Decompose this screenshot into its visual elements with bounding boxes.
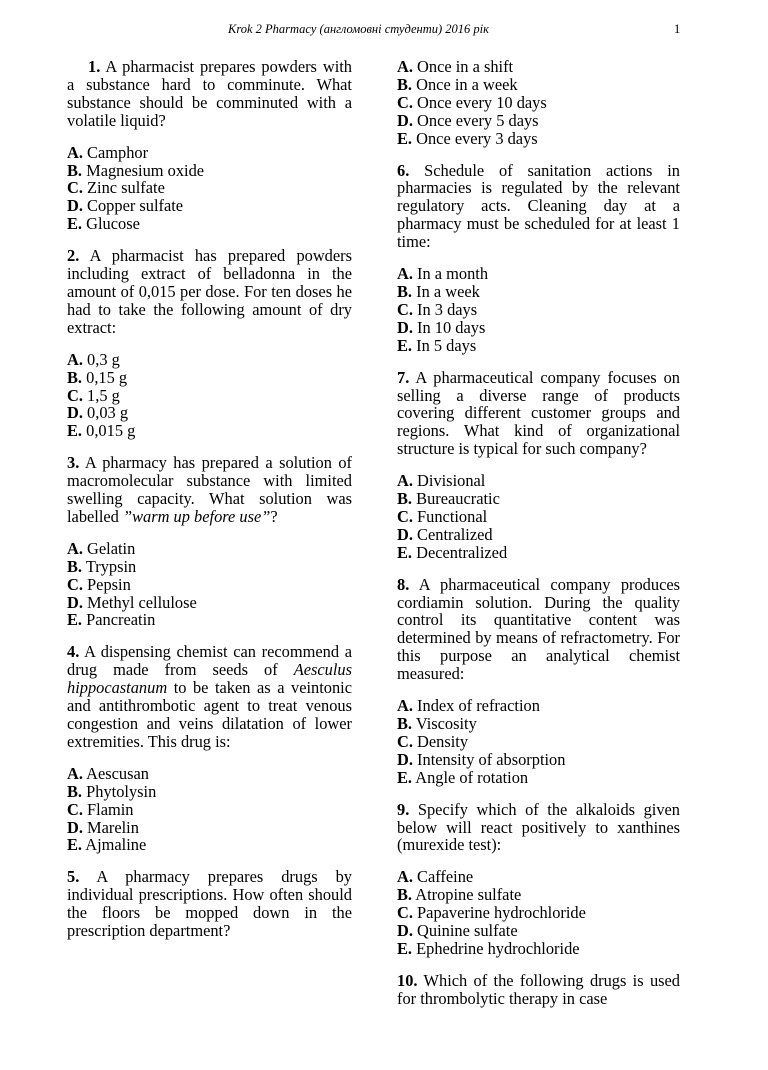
option: E. Once every 3 days [397,128,538,148]
option: C. Pepsin [67,574,131,594]
option: D. Methyl cellulose [67,592,197,612]
question-1 [67,58,352,130]
option: B. 0,15 g [67,367,128,387]
question-number: 10. [397,970,418,990]
option: E. Angle of rotation [397,767,529,787]
option: C. Density [397,731,469,751]
question-text: Which of the following drugs is used for thrombolytic therapy in case [397,970,680,1008]
option: A. Once in a shift [397,57,514,76]
options-q5 [397,58,680,148]
options-q6 [397,265,680,355]
question-text: Specify which of the alkaloids given below will react positively to xanthines (murexide test): [397,799,680,855]
option: E. Ephedrine hydrochloride [397,938,580,958]
header-title: Krok 2 Pharmacy (англомовні студенти) 2016 рік [228,22,489,36]
option: D. Once every 5 days [397,110,539,130]
option: B. Magnesium oxide [67,160,205,180]
question-2 [67,247,352,337]
italic-phrase: Aesculus hippocastanum [67,660,352,698]
option: D. Quinine sulfate [397,921,518,941]
question-number: 9. [397,799,410,819]
options-q1 [67,144,352,234]
option: D. In 10 days [397,317,486,337]
option: A. 0,3 g [67,349,120,369]
options-q8 [397,697,680,787]
options-q7 [397,472,680,562]
question-7 [397,369,680,459]
option: B. Phytolysin [67,781,157,801]
option: C. Functional [397,506,488,526]
question-number: 2. [67,246,80,266]
option: B. Viscosity [397,714,477,733]
question-number: 4. [67,642,80,662]
question-5 [67,868,352,940]
left-column [67,58,352,954]
question-text: A pharmacist prepares powders with a substance hard to comminute. What substance should be comminuted with a volatile liquid? [67,57,352,130]
question-number: 1. [88,57,101,76]
option: D. Marelin [67,817,139,837]
question-number: 3. [67,453,80,473]
question-number: 5. [67,867,80,887]
option: C. Flamin [67,799,134,819]
option: B. Bureaucratic [397,489,500,509]
option: C. 1,5 g [67,385,120,405]
option: D. Intensity of absorption [397,749,566,769]
option: B. Once in a week [397,74,518,94]
options-q3 [67,540,352,630]
question-text: A pharmacist has prepared powders including extract of belladonna in the amount of 0,015 per dose. For ten doses he had to take the following amount of dry extract: [67,246,352,337]
question-text: A pharmaceutical company focuses on selling a diverse range of products covering different customer groups and regions. What kind of organizational structure is typical for such company? [397,367,680,459]
question-number: 6. [397,160,410,180]
option: E. In 5 days [397,335,477,355]
options-q2 [67,351,352,441]
option: A. Aescusan [67,763,149,783]
italic-phrase: ”warm up before use” [123,506,271,526]
options-q9 [397,868,680,958]
question-6 [397,162,680,252]
option: B. Atropine sulfate [397,885,522,905]
option: A. In a month [397,264,489,284]
question-text: Schedule of sanitation actions in pharmacies is regulated by the relevant regulatory acts. Cleaning day at a pharmacy must be scheduled for at least 1 time: [397,160,680,252]
page-header [0,22,768,40]
option: C. In 3 days [397,299,478,319]
right-column [397,58,680,1022]
option: B. In a week [397,281,480,301]
option: A. Caffeine [397,867,474,887]
page-number: 1 [674,22,681,36]
question-9 [397,801,680,855]
option: E. 0,015 g [67,421,136,441]
option: C. Zinc sulfate [67,178,165,198]
question-text: A pharmaceutical company produces cordiamin solution. During the quality control its quantitative content was determined by means of refractometry. For this purpose an analytical chemist measured: [397,574,681,684]
options-q4 [67,765,352,855]
option: D. Centralized [397,524,493,544]
question-8 [397,576,680,683]
option: D. Copper sulfate [67,196,184,216]
question-number: 7. [397,367,410,387]
option: A. Camphor [67,142,149,162]
question-4: 4. A dispensing chemist can recommend a drug made from seeds of Aesculus hippocastanum to be taken as a veintonic and antithrombotic agent to treat venous congestion and veins dilatation of lower extremities. This drug is: [67,642,352,751]
option: A. Index of refraction [397,696,540,716]
question-number: 8. [397,574,410,594]
option: A. Gelatin [67,538,136,558]
option: C. Once every 10 days [397,92,547,112]
option: C. Papaverine hydrochloride [397,903,586,923]
question-3: 3. A pharmacy has prepared a solution of macromolecular substance with limited swelling capacity. What solution was labelled ”warm up before use”? [67,453,352,526]
option: E. Glucose [67,214,140,234]
question-text: A pharmacy prepares drugs by individual prescriptions. How often should the floors be mopped down in the prescription department? [67,867,352,941]
option: A. Divisional [397,471,486,491]
option: B. Trypsin [67,556,137,576]
option: E. Pancreatin [67,610,156,630]
option: E. Decentralized [397,542,508,562]
option: E. Ajmaline [67,835,147,855]
option: D. 0,03 g [67,403,129,423]
question-10 [397,972,680,1008]
